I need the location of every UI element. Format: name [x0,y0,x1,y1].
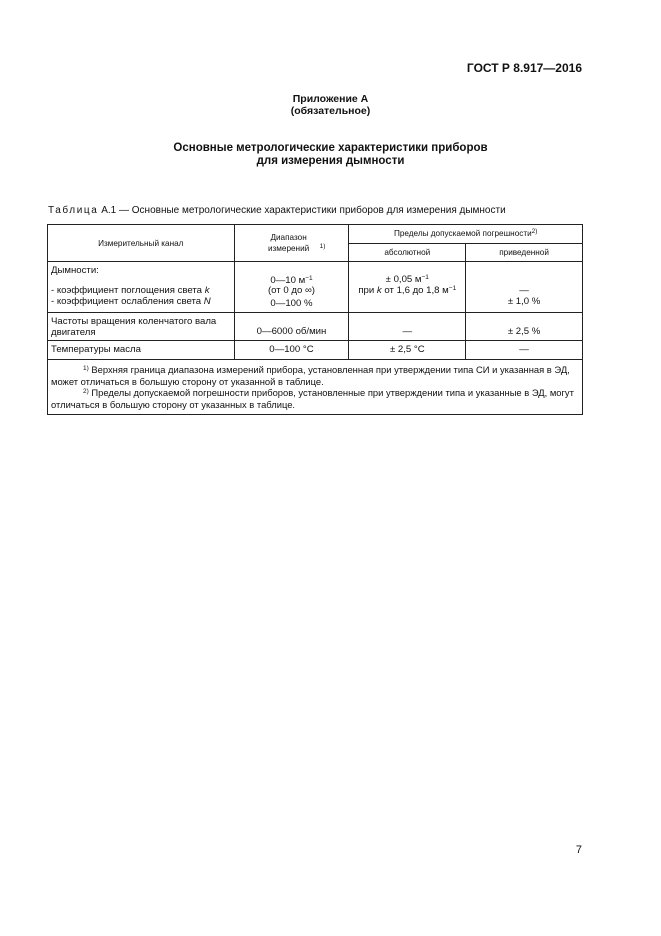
absolute-line1-text: ± 0,05 м [385,274,422,285]
cell-reduced: — [466,341,583,360]
standard-code: ГОСТ Р 8.917—2016 [466,61,582,75]
cell-channel: Частоты вращения коленчатого вала двигателя [48,313,235,341]
header-reduced: приведенной [466,243,583,262]
table-notes-row [48,360,583,415]
header-range-label: Диапазон измерений [267,233,310,253]
annex-status: (обязательное) [290,105,371,117]
absolute-line2 [352,285,462,296]
channel-line2-var: N [203,296,211,307]
header-range [234,225,349,262]
cell-reduced [466,262,583,313]
header-absolute: абсолютной [349,243,466,262]
table-header-row [48,225,583,244]
annex-title: Приложение А [292,93,369,105]
cell-reduced: ± 2,5 % [466,313,583,341]
cell-channel: Температуры масла [48,341,235,360]
cell-range: 0—6000 об/мин [234,313,349,341]
metrology-table [47,224,583,415]
channel-line1-text: - коэффициент поглощения света [51,285,205,296]
page-number: 7 [575,844,582,856]
table-caption-number: А.1 [101,205,117,216]
reduced-line2: ± 1,0 % [507,296,541,307]
range-line3: 0—100 % [270,298,313,309]
table-row [48,341,583,360]
cell-range: 0—100 °С [234,341,349,360]
table-caption [48,205,506,216]
cell-range [234,262,349,313]
header-channel: Измерительный канал [48,225,235,262]
table-note-text: Верхняя граница диапазона измерений прибора, установленная при утверждении типа СИ и указанная в ЭД, может отличаться в большую сторону от указанной в таблице. [51,364,570,387]
table-note-mark: 2) [83,388,89,395]
range-line1-exp: −1 [305,275,313,282]
channel-line2-text: - коэффициент ослабления света [51,296,204,307]
channel-line2 [51,296,231,307]
header-range-note-mark: 1) [319,243,326,250]
absolute-line2-post: от 1,6 до 1,8 м [381,285,449,296]
table-caption-label: Таблица [48,205,99,216]
cell-absolute [349,262,466,313]
table-row [48,313,583,341]
table-note-text: Пределы допускаемой погрешности приборов, установленные при утверждении типа и указанные в ЭД, могут отличаться в большую сторону от указанных в таблице. [51,387,574,410]
annex-heading [0,93,661,117]
cell-absolute: — [349,313,466,341]
document-title-line1: Основные метрологические характеристики приборов [173,142,488,154]
reduced-line1: — [519,285,529,296]
table-caption-text: — Основные метрологические характеристики приборов для измерения дымности [119,205,506,216]
absolute-line1-exp: −1 [421,274,429,281]
header-limits [349,225,583,244]
document-title-line2: для измерения дымности [256,155,405,167]
table-note [51,364,579,387]
document-title [0,142,661,168]
table-row [48,262,583,313]
header-limits-label: Пределы допускаемой погрешности [393,229,532,239]
absolute-line2-pre: при [358,285,377,296]
table-note [51,387,579,410]
cell-absolute: ± 2,5 °С [349,341,466,360]
cell-channel [48,262,235,313]
header-limits-note-mark: 2) [531,228,538,236]
channel-line1-var: k [204,285,210,296]
table-notes [48,360,583,415]
absolute-line2-var: k [376,285,382,296]
range-line2: (от 0 до ∞) [267,285,315,296]
channel-line1 [51,285,231,296]
absolute-line2-exp: −1 [448,285,457,292]
absolute-line1 [352,274,462,285]
table-note-mark: 1) [83,365,89,372]
range-line1-text: 0—10 м [270,275,306,286]
channel-title: Дымности: [51,265,99,276]
